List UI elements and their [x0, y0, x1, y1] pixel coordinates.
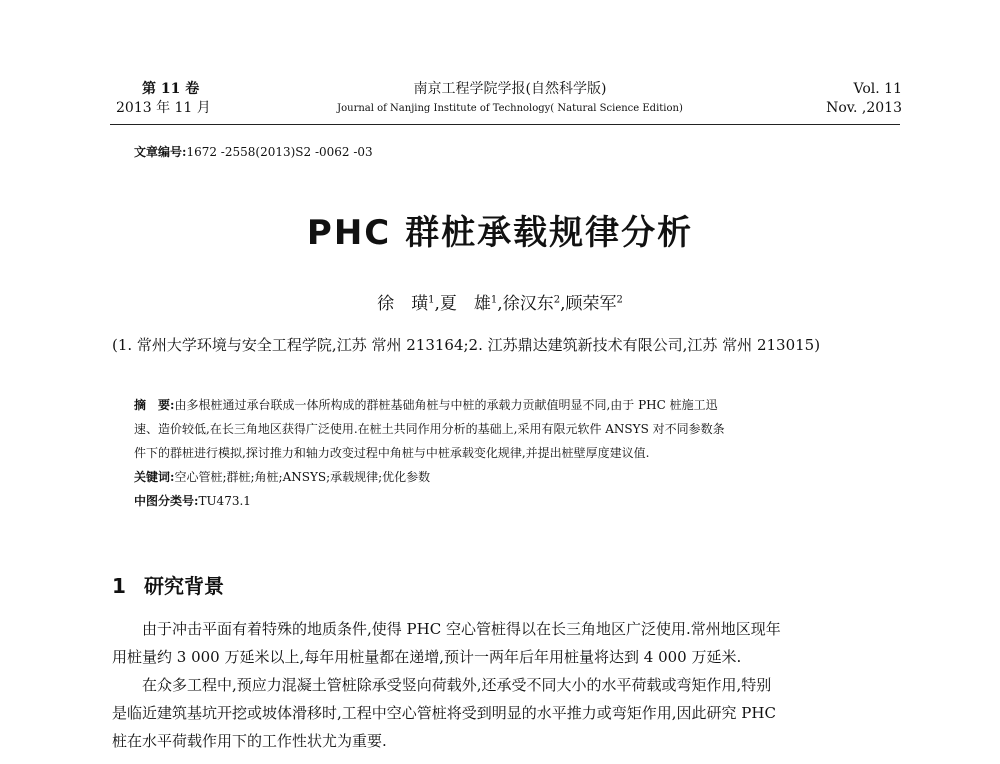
author-affil-mark: 2 [616, 294, 623, 306]
abstract-block [134, 393, 894, 513]
paper-title: PHC 群桩承载规律分析 [306, 213, 694, 253]
abstract-line: 速、造价较低,在长三角地区获得广泛使用.在桩土共同作用分析的基础上,采用有限元软件 ANSYS 对不同参数条 [134, 422, 725, 436]
section-heading [112, 570, 224, 599]
author-name: 徐汉东 [502, 294, 554, 314]
body-line: 用桩量约 3 000 万延米以上,每年用桩量都在递增,预计一两年后年用桩量将达到 4 000 万延米. [112, 648, 742, 666]
body-line: 桩在水平荷载作用下的工作性状尤为重要. [112, 732, 387, 750]
journal-title [330, 80, 690, 117]
header-volume-date [116, 80, 211, 118]
clc-label: 中图分类号: [134, 494, 199, 508]
author-list: 徐 璜$^1$,夏 雄$^1$,徐汉东$^2$,顾荣军$^2$ [377, 294, 623, 314]
article-number-label: 文章编号: [134, 145, 187, 159]
author-name: 顾荣军 [565, 294, 617, 314]
body-line: 由于冲击平面有着特殊的地质条件,使得 PHC 空心管桩得以在长三角地区广泛使用.常州地区现年 [142, 620, 781, 638]
keywords-label: 关键词: [134, 470, 175, 484]
article-number [134, 143, 373, 160]
abstract-text: 由多根桩通过承台联成一体所构成的群桩基础角桩与中桩的承载力贡献值明显不同,由于 PHC 桩施工迅 [174, 398, 718, 412]
author-affil-mark: 1 [428, 294, 435, 306]
author-affil-mark: 1 [490, 294, 498, 306]
article-number-value: 1672 -2558(2013)S2 -0062 -03 [186, 145, 373, 159]
clc-value: TU473.1 [198, 494, 251, 508]
journal-title-en: Journal of Nanjing Institute of Technology( Natural Science Edition) [337, 103, 683, 114]
abstract-line [134, 393, 894, 417]
volume-cn: 第 11 卷 [142, 81, 200, 97]
header-volume-date-en [826, 80, 902, 118]
author-name: 夏 雄 [439, 294, 491, 314]
journal-title-cn: 南京工程学院学报(自然科学版) [413, 81, 607, 97]
author-affil-mark: 2 [553, 294, 561, 306]
clc-number [134, 489, 894, 513]
keywords [134, 465, 894, 489]
volume-en: Vol. 11 [853, 81, 902, 97]
body-line: 是临近建筑基坑开挖或坡体滑移时,工程中空心管桩将受到明显的水平推力或弯矩作用,因此研究 PHC [112, 704, 776, 722]
date-en: Nov. ,2013 [826, 100, 902, 116]
header-divider [110, 124, 900, 125]
date-cn: 2013 年 11 月 [116, 100, 211, 116]
affiliations: (1. 常州大学环境与安全工程学院,江苏 常州 213164;2. 江苏鼎达建筑新技术有限公司,江苏 常州 213015) [112, 336, 821, 354]
abstract-label: 摘 要: [134, 398, 175, 412]
section-number: 1 [112, 574, 126, 598]
section-title: 研究背景 [144, 574, 224, 598]
keywords-text: 空心管桩;群桩;角桩;ANSYS;承载规律;优化参数 [174, 470, 431, 484]
author-name: 徐 璜 [377, 294, 429, 314]
body-line: 在众多工程中,预应力混凝土管桩除承受竖向荷载外,还承受不同大小的水平荷载或弯矩作用,特别 [142, 676, 772, 694]
body-text [112, 615, 902, 755]
abstract-line: 件下的群桩进行模拟,探讨推力和轴力改变过程中角桩与中桩承载变化规律,并提出桩壁厚度建议值. [134, 446, 650, 460]
